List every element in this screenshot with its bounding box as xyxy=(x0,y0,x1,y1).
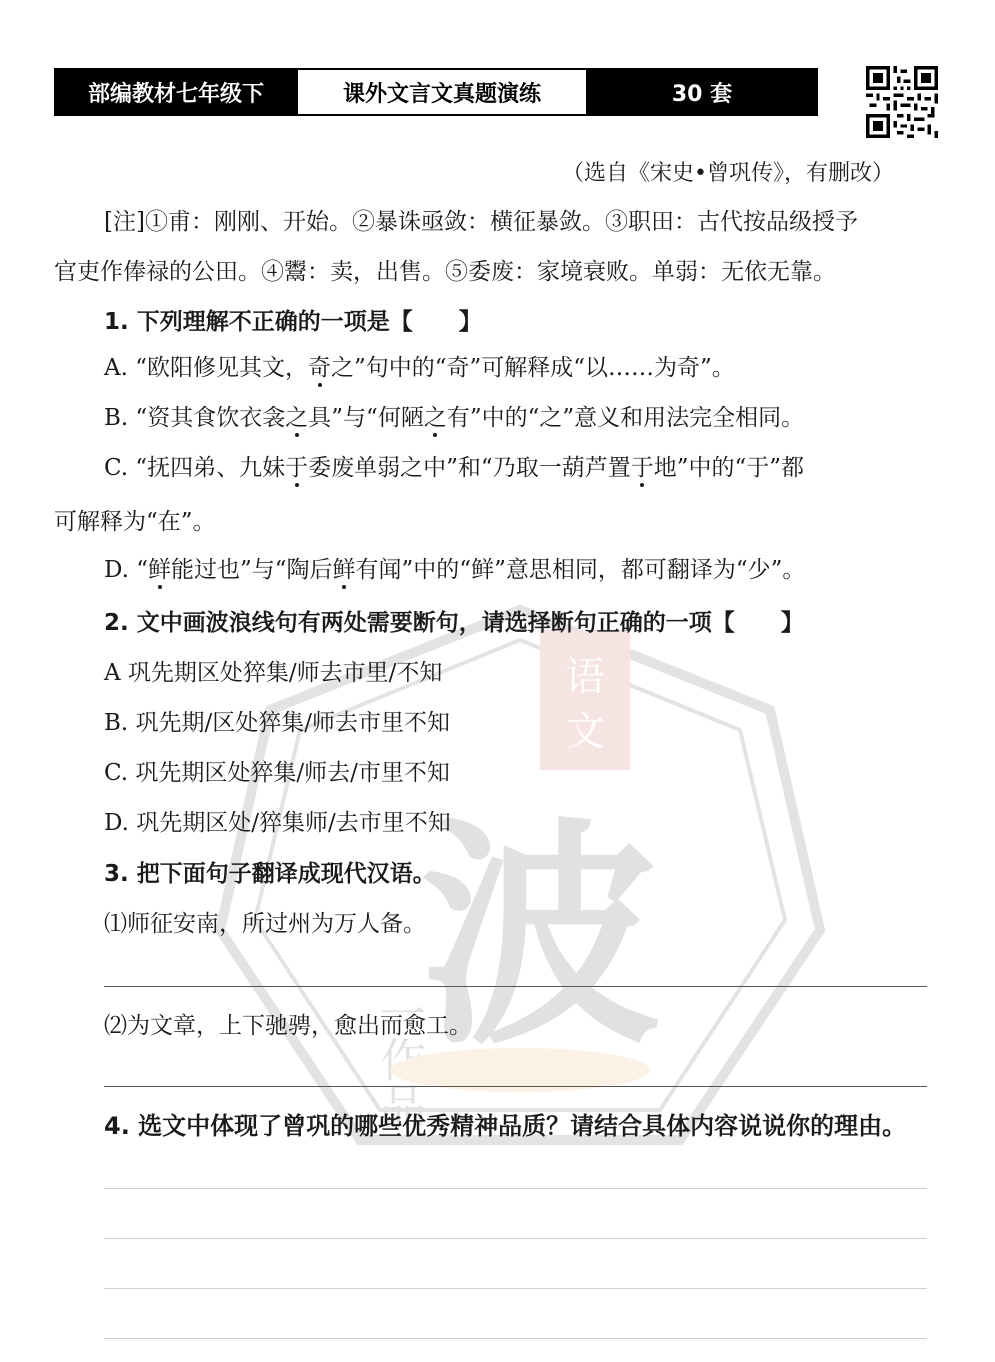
q3-stem: 3. 把下面句子翻译成现代汉语。 xyxy=(104,861,436,887)
q2-option-b: B. 巩先期/区处猝集/师去市里不知 xyxy=(104,710,451,736)
q1-option-b xyxy=(104,402,804,434)
q1-b-text-1: B. “资其食饮衣衾 xyxy=(104,405,286,431)
q4-answer-line-3[interactable] xyxy=(104,1288,927,1289)
watermark-seal-text-1: 语 xyxy=(565,654,605,700)
q1-c-dotted-char-1: 于 xyxy=(285,455,309,481)
q1-d-text-2: 有闻”中的“鲜”意思相同，都可翻译为“少”。 xyxy=(355,557,806,583)
q4-stem: 4. 选文中体现了曾巩的哪些优秀精神品质？请结合具体内容说说你的理由。 xyxy=(104,1112,907,1140)
q1-d-text-1: 能过也”与“陶后 xyxy=(171,557,333,583)
q1-c-text-1: C. “抚四弟、九妹 xyxy=(104,455,286,481)
q2-stem: 2. 文中画波浪线句有两处需要断句，请选择断句正确的一项【 】 xyxy=(104,610,804,636)
q3-sentence-2: ⑵为文章，上下驰骋，愈出而愈工。 xyxy=(104,1013,472,1039)
notes-line-2: 官吏作俸禄的公田。④鬻：卖，出售。⑤委废：家境衰败。单弱：无依无靠。 xyxy=(54,259,836,285)
header-bar xyxy=(54,68,818,116)
q2-option-c: C. 巩先期区处猝集/师去/市里不知 xyxy=(104,760,450,786)
header-title: 课外文言文真题演练 xyxy=(296,70,588,114)
q1-option-c-continued: 可解释为“在”。 xyxy=(54,509,216,535)
q3-answer-line-1[interactable] xyxy=(104,986,927,987)
q1-c-text-2: 委废单弱之中”和“乃取一葫芦置 xyxy=(308,455,631,481)
watermark-small-text: 一作品 xyxy=(373,990,427,1128)
q4-answer-line-1[interactable] xyxy=(104,1188,927,1189)
source-citation: （选自《宋史•曾巩传》，有删改） xyxy=(562,161,894,186)
header-sets: 30 套 xyxy=(588,70,816,114)
q1-option-c xyxy=(104,452,804,484)
q1-option-d xyxy=(104,554,805,586)
q4-answer-line-2[interactable] xyxy=(104,1238,927,1239)
qr-code-icon xyxy=(866,66,938,138)
q1-b-dotted-char-2: 之 xyxy=(423,405,447,431)
q1-a-text-2: 之”句中的“奇”可解释成“以……为奇”。 xyxy=(331,355,735,381)
q1-stem: 1. 下列理解不正确的一项是【 】 xyxy=(104,309,482,335)
q2-option-d: D. 巩先期区处/猝集师/去市里不知 xyxy=(104,810,451,836)
q1-b-dotted-char-1: 之 xyxy=(285,405,309,431)
q1-a-text-1: A. “欧阳修见其文， xyxy=(104,355,308,381)
q1-option-a xyxy=(104,352,735,384)
header-grade: 部编教材七年级下 xyxy=(56,70,296,114)
q4-answer-line-4[interactable] xyxy=(104,1338,927,1339)
q1-a-dotted-char: 奇 xyxy=(308,355,331,381)
watermark-seal-text-2: 文 xyxy=(565,709,605,755)
q1-d-text-0: D. “ xyxy=(104,557,149,583)
notes-line-1: [注]①甫：刚刚、开始。②暴诛亟敛：横征暴敛。③职田：古代按品级授予 xyxy=(104,209,858,235)
q1-c-dotted-char-2: 于 xyxy=(630,455,654,481)
q1-b-text-2: 具”与“何陋 xyxy=(308,405,424,431)
watermark-big-char: 波 xyxy=(419,795,661,1077)
q1-b-text-3: 有”中的“之”意义和用法完全相同。 xyxy=(446,405,805,431)
q3-sentence-1: ⑴师征安南，所过州为万人备。 xyxy=(104,911,426,937)
q1-c-text-3: 地”中的“于”都 xyxy=(653,455,804,481)
q1-d-dotted-char-1: 鲜 xyxy=(148,557,172,583)
q1-d-dotted-char-2: 鲜 xyxy=(332,557,356,583)
q2-option-a: A 巩先期区处猝集/师去市里/不知 xyxy=(104,660,443,686)
q3-answer-line-2[interactable] xyxy=(104,1086,927,1087)
